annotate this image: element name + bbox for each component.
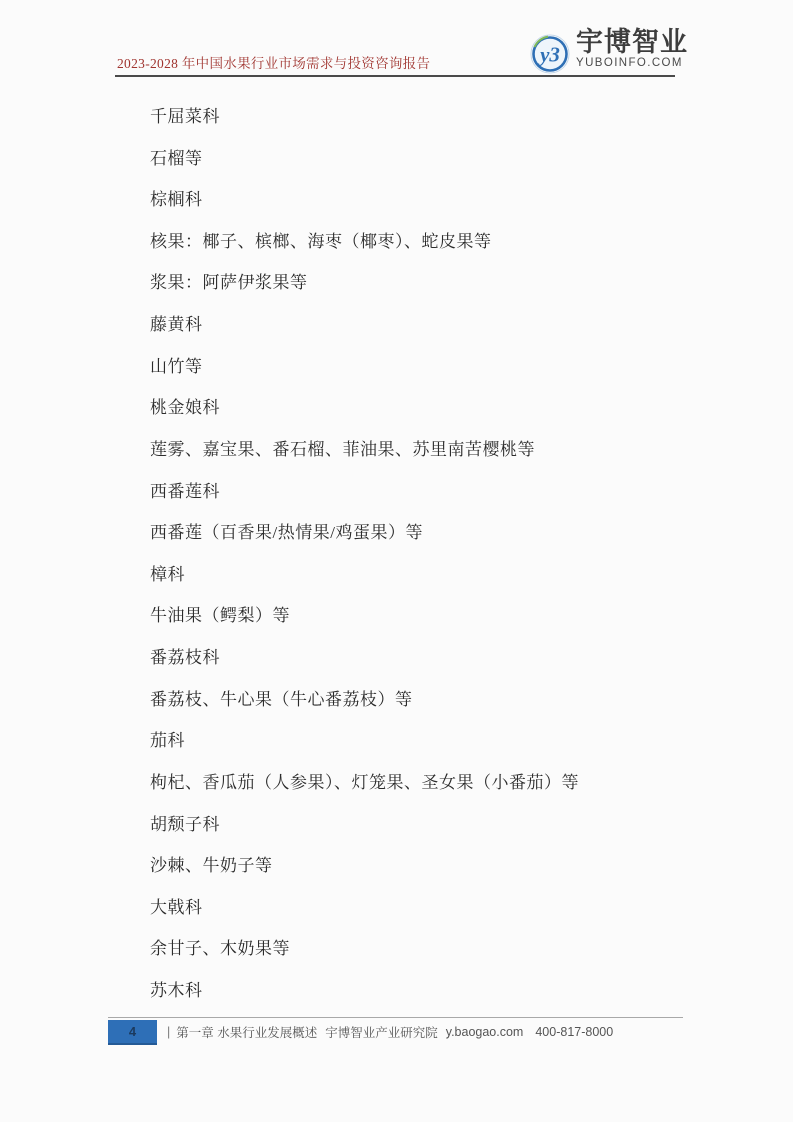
paragraph-line: 胡颓子科 <box>150 814 220 834</box>
paragraph-line: 核果：椰子、槟榔、海枣（椰枣）、蛇皮果等 <box>150 231 492 251</box>
company-logo <box>529 27 699 77</box>
logo-circle-icon <box>529 33 571 75</box>
paragraph-line: 沙棘、牛奶子等 <box>150 856 273 876</box>
paragraph-line: 牛油果（鳄梨）等 <box>150 606 290 626</box>
paragraph-line: 西番莲（百香果/热情果/鸡蛋果）等 <box>150 523 423 543</box>
report-title: 2023-2028 年中国水果行业市场需求与投资咨询报告 <box>117 56 431 71</box>
footer-phone: 400-817-8000 <box>535 1025 614 1039</box>
logo-monogram: y3 <box>540 42 560 67</box>
footer-website: y.baogao.com <box>445 1025 524 1039</box>
footer-info-line <box>167 1023 613 1041</box>
paragraph-line: 桃金娘科 <box>150 398 220 418</box>
paragraph-line: 莲雾、嘉宝果、番石榴、菲油果、苏里南苦樱桃等 <box>150 439 535 459</box>
paragraph-line: 番荔枝科 <box>150 648 220 668</box>
paragraph-line: 大戟科 <box>150 897 203 917</box>
header-divider-rule <box>115 75 675 77</box>
paragraph-line: 樟科 <box>150 564 185 584</box>
paragraph-line: 番荔枝、牛心果（牛心番荔枝）等 <box>150 689 413 709</box>
footer-divider-rule <box>108 1017 683 1018</box>
footer-organization: 宇博智业产业研究院 <box>325 1026 438 1040</box>
logo-domain-text: YUBOINFO.COM <box>576 57 683 69</box>
page-number-badge <box>108 1020 157 1045</box>
paragraph-line: 千屈菜科 <box>150 107 220 126</box>
paragraph-line: 山竹等 <box>150 356 203 376</box>
paragraph-line: 藤黄科 <box>150 315 203 335</box>
paragraph-line: 余甘子、木奶果等 <box>150 939 290 959</box>
paragraph-line: 西番莲科 <box>150 481 220 501</box>
paragraph-line: 石榴等 <box>150 148 203 168</box>
footer-separator: | <box>167 1025 171 1039</box>
footer-chapter-title: 第一章 水果行业发展概述 <box>176 1026 318 1040</box>
paragraph-line: 苏木科 <box>150 981 203 1001</box>
paragraph-line: 枸杞、香瓜茄（人参果）、灯笼果、圣女果（小番茄）等 <box>150 772 579 792</box>
paragraph-line: 茄科 <box>150 731 185 751</box>
page-number: 4 <box>128 1024 137 1039</box>
paragraph-line: 浆果：阿萨伊浆果等 <box>150 273 308 293</box>
logo-brand-name: 宇博智业 <box>576 27 688 57</box>
paragraph-line: 棕榈科 <box>150 190 203 210</box>
